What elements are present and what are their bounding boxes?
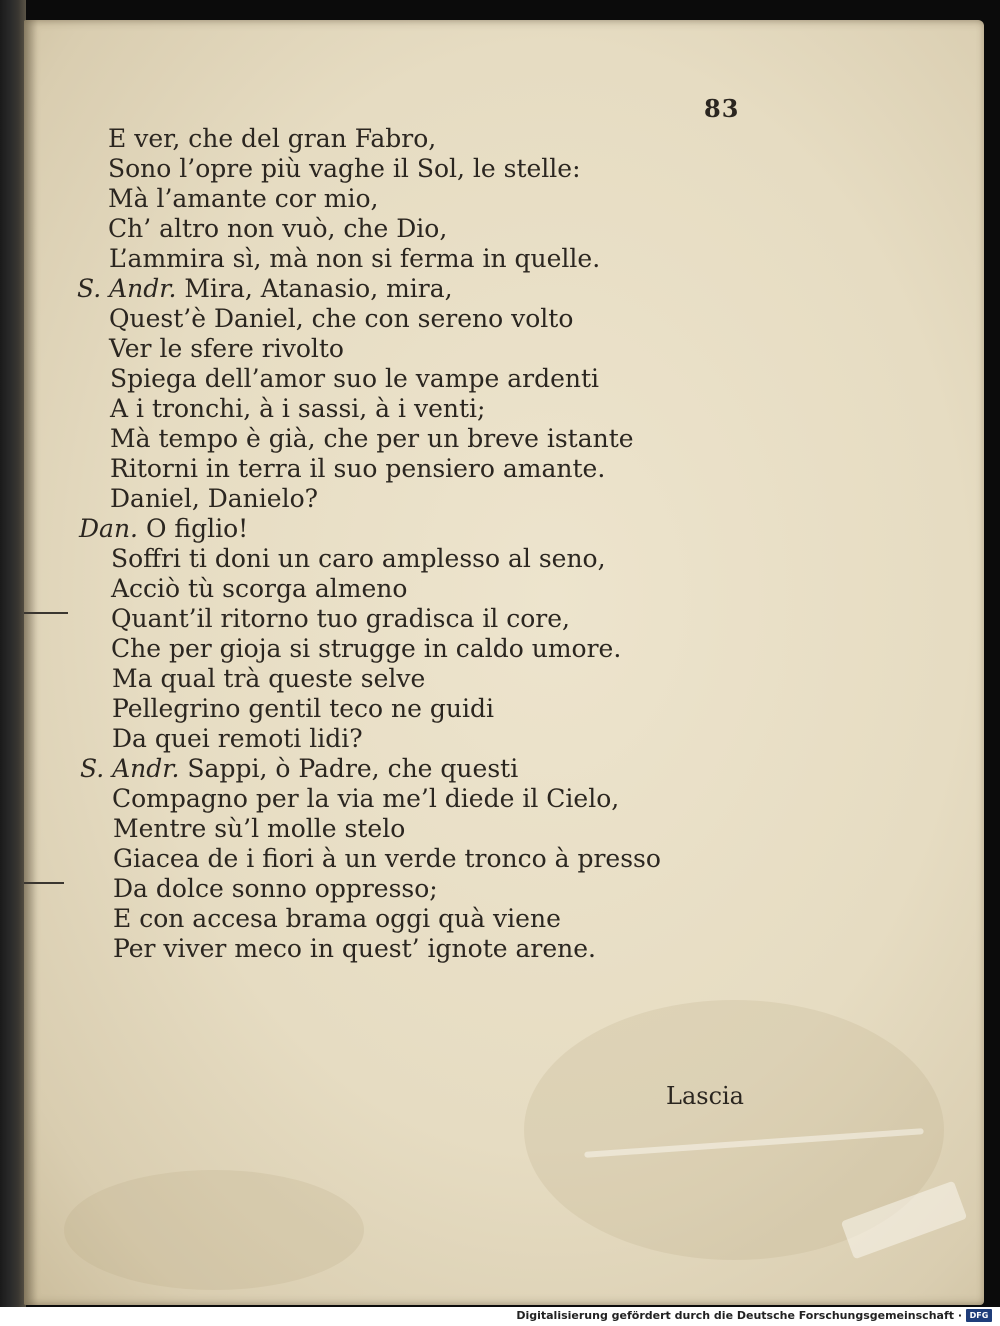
verse-line	[113, 844, 661, 874]
verse-line-text: E con accesa brama oggi quà viene	[113, 904, 561, 933]
verse-line-text: Ritorni in terra il suo pensiero amante.	[110, 454, 606, 483]
verse-line	[110, 424, 634, 454]
funding-credit: Digitalisierung gefördert durch die Deutsche Forschungsgemeinschaft ·	[516, 1309, 962, 1322]
verse-line-text: Spiega dell’amor suo le vampe ardenti	[110, 364, 600, 393]
page-gutter-shadow	[24, 20, 38, 1305]
verse-line	[109, 334, 344, 364]
verse-line	[77, 274, 453, 304]
book-page	[24, 20, 984, 1305]
verse-line	[110, 394, 485, 424]
book-binding	[0, 0, 26, 1307]
verse-line	[108, 214, 447, 244]
verse-line-text: E ver, che del gran Fabro,	[108, 124, 437, 153]
verse-line-text: O figlio!	[145, 514, 249, 543]
verse-line-text: Pellegrino gentil teco ne guidi	[112, 694, 494, 723]
verse-line-text: Per viver meco in quest’ ignote arene.	[113, 934, 596, 963]
verse-line-text: Giacea de i fiori à un verde tronco à presso	[113, 844, 661, 873]
verse-line-text: Ver le sfere rivolto	[109, 334, 344, 363]
verse-line-text: Ma qual trà queste selve	[112, 664, 426, 693]
verse-line	[112, 724, 363, 754]
verse-line-text: Mà l’amante cor mio,	[108, 184, 379, 213]
verse-line-text: Mira, Atanasio, mira,	[184, 274, 453, 303]
verse-line	[112, 664, 425, 694]
verse-line-text: Sono l’opre più vaghe il Sol, le stelle:	[108, 154, 581, 183]
verse-line	[109, 244, 600, 274]
verse-line	[113, 814, 405, 844]
verse-line-text: Compagno per la via me’l diede il Cielo,	[112, 784, 620, 813]
verse-line-text: Sappi, ò Padre, che questi	[187, 754, 519, 783]
verse-line-text: Quest’è Daniel, che con sereno volto	[109, 304, 574, 333]
speaker-label: S. Andr.	[80, 754, 180, 783]
margin-pen-mark	[24, 612, 68, 614]
speaker-label: Dan.	[79, 514, 138, 543]
verse-line-text: Da dolce sonno oppresso;	[113, 874, 438, 903]
footer-bar	[0, 1307, 1000, 1326]
verse-line	[111, 544, 606, 574]
verse-line-text: Acciò tù scorga almeno	[111, 574, 408, 603]
paper-stain	[64, 1170, 364, 1290]
verse-line	[109, 304, 573, 334]
verse-line	[108, 154, 581, 184]
verse-line	[80, 754, 518, 784]
verse-line-text: Daniel, Danielo?	[110, 484, 319, 513]
verse-line	[111, 634, 621, 664]
verse-line	[111, 574, 407, 604]
dfg-logo: DFG	[966, 1309, 992, 1322]
verse-line-text: L’ammira sì, mà non si ferma in quelle.	[109, 244, 601, 273]
verse-line-text: Soffri ti doni un caro amplesso al seno,	[111, 544, 606, 573]
verse-line	[110, 484, 318, 514]
verse-line-text: Mentre sù’l molle stelo	[113, 814, 406, 843]
verse-line-text: Quant’il ritorno tuo gradisca il core,	[111, 604, 570, 633]
verse-line	[110, 454, 605, 484]
verse-line-text: Da quei remoti lidi?	[112, 724, 363, 753]
verse-line	[112, 694, 494, 724]
verse-line	[113, 874, 438, 904]
verse-line	[108, 184, 378, 214]
verse-line	[111, 604, 570, 634]
verse-line	[113, 904, 561, 934]
verse-line	[79, 514, 248, 544]
verse-line	[110, 364, 599, 394]
verse-line-text: A i tronchi, à i sassi, à i venti;	[110, 394, 486, 423]
verse-line	[113, 934, 596, 964]
verse-line-text: Ch’ altro non vuò, che Dio,	[108, 214, 448, 243]
verse-line-text: Che per gioja si strugge in caldo umore.	[111, 634, 622, 663]
catchword: Lascia	[666, 1082, 744, 1110]
margin-pen-mark	[24, 882, 64, 884]
verse-line-text: Mà tempo è già, che per un breve istante	[110, 424, 634, 453]
speaker-label: S. Andr.	[77, 274, 177, 303]
page-number: 83	[704, 94, 740, 123]
verse-line	[108, 124, 436, 154]
verse-line	[112, 784, 619, 814]
